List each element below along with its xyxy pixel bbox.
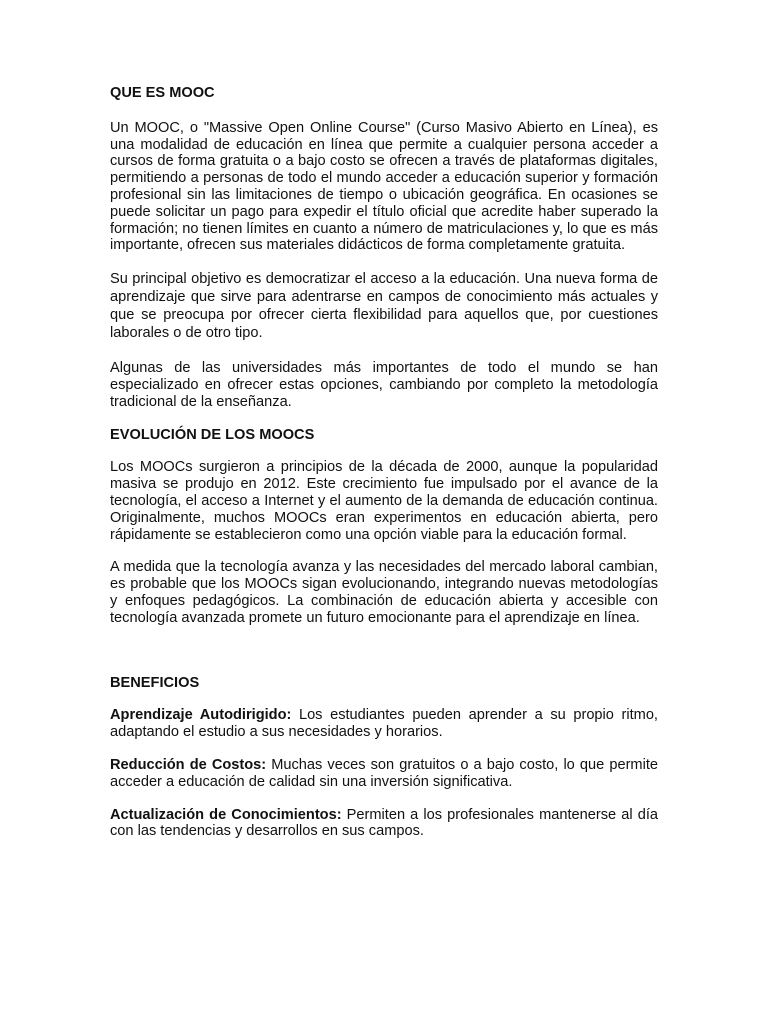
benefit-description: Permiten a los profesionales mantenerse al día con las tendencias y desarrollos en sus campos. xyxy=(110,806,658,840)
paragraph-mooc-origin: Los MOOCs surgieron a principios de la década de 2000, aunque la popularidad masiva se produjo en 2012. Este crecimiento fue impulsado por el avance de la tecnología, el acceso a Internet y el aumento de la demanda de educación continua. Originalmente, muchos MOOCs eran experimentos en educación abierta, pero rápidamente se establecieron como una opción viable para la educación formal. xyxy=(110,459,658,543)
benefit-term: Aprendizaje Autodirigido: xyxy=(110,707,292,724)
paragraph-universities: Algunas de las universidades más importantes de todo el mundo se han especializado en ofrecer estas opciones, cambiando por completo la metodología tradicional de la enseñanza. xyxy=(110,360,658,410)
benefit-description: Muchas veces son gratuitos o a bajo costo, lo que permite acceder a educación de calidad sin una inversión significativa. xyxy=(110,756,658,790)
benefit-description: Los estudiantes pueden aprender a su propio ritmo, adaptando el estudio a sus necesidades y horarios. xyxy=(110,707,658,741)
benefit-item-costos xyxy=(110,757,658,791)
paragraph-mooc-future: A medida que la tecnología avanza y las necesidades del mercado laboral cambian, es probable que los MOOCs sigan evolucionando, integrando nuevas metodologías y enfoques pedagógicos. La combinación de educación abierta y accesible con tecnología avanzada promete un futuro emocionante para el aprendizaje en línea. xyxy=(110,559,658,626)
heading-beneficios: BENEFICIOS xyxy=(110,674,200,691)
paragraph-mooc-objective: Su principal objetivo es democratizar el acceso a la educación. Una nueva forma de aprendizaje que sirve para adentrarse en campos de conocimiento más actuales y que se preocupa por ofrecer cierta flexibilidad para aquellos que, por cuestiones laborales o de otro tipo. xyxy=(110,271,658,342)
document-page xyxy=(110,85,658,840)
heading-que-es-mooc: QUE ES MOOC xyxy=(110,85,215,101)
heading-evolucion: EVOLUCIÓN DE LOS MOOCS xyxy=(110,426,315,443)
benefit-term: Reducción de Costos: xyxy=(110,756,267,773)
benefit-item-actualizacion xyxy=(110,807,658,841)
benefit-item-autodirigido xyxy=(110,707,658,741)
paragraph-mooc-definition: Un MOOC, o "Massive Open Online Course" (Curso Masivo Abierto en Línea), es una modalidad de educación en línea que permite a cualquier persona acceder a cursos de forma gratuita o a bajo costo se ofrecen a través de plataformas digitales, permitiendo a personas de todo el mundo acceder a educación superior y formación profesional sin las limitaciones de tiempo o ubicación geográfica. En ocasiones se puede solicitar un pago para expedir el título oficial que acredite haber superado la formación; no tienen límites en cuanto a número de matriculaciones y, lo que es más importante, ofrecen sus materiales didácticos de forma completamente gratuita. xyxy=(110,119,658,254)
benefit-term: Actualización de Conocimientos: xyxy=(110,806,342,823)
